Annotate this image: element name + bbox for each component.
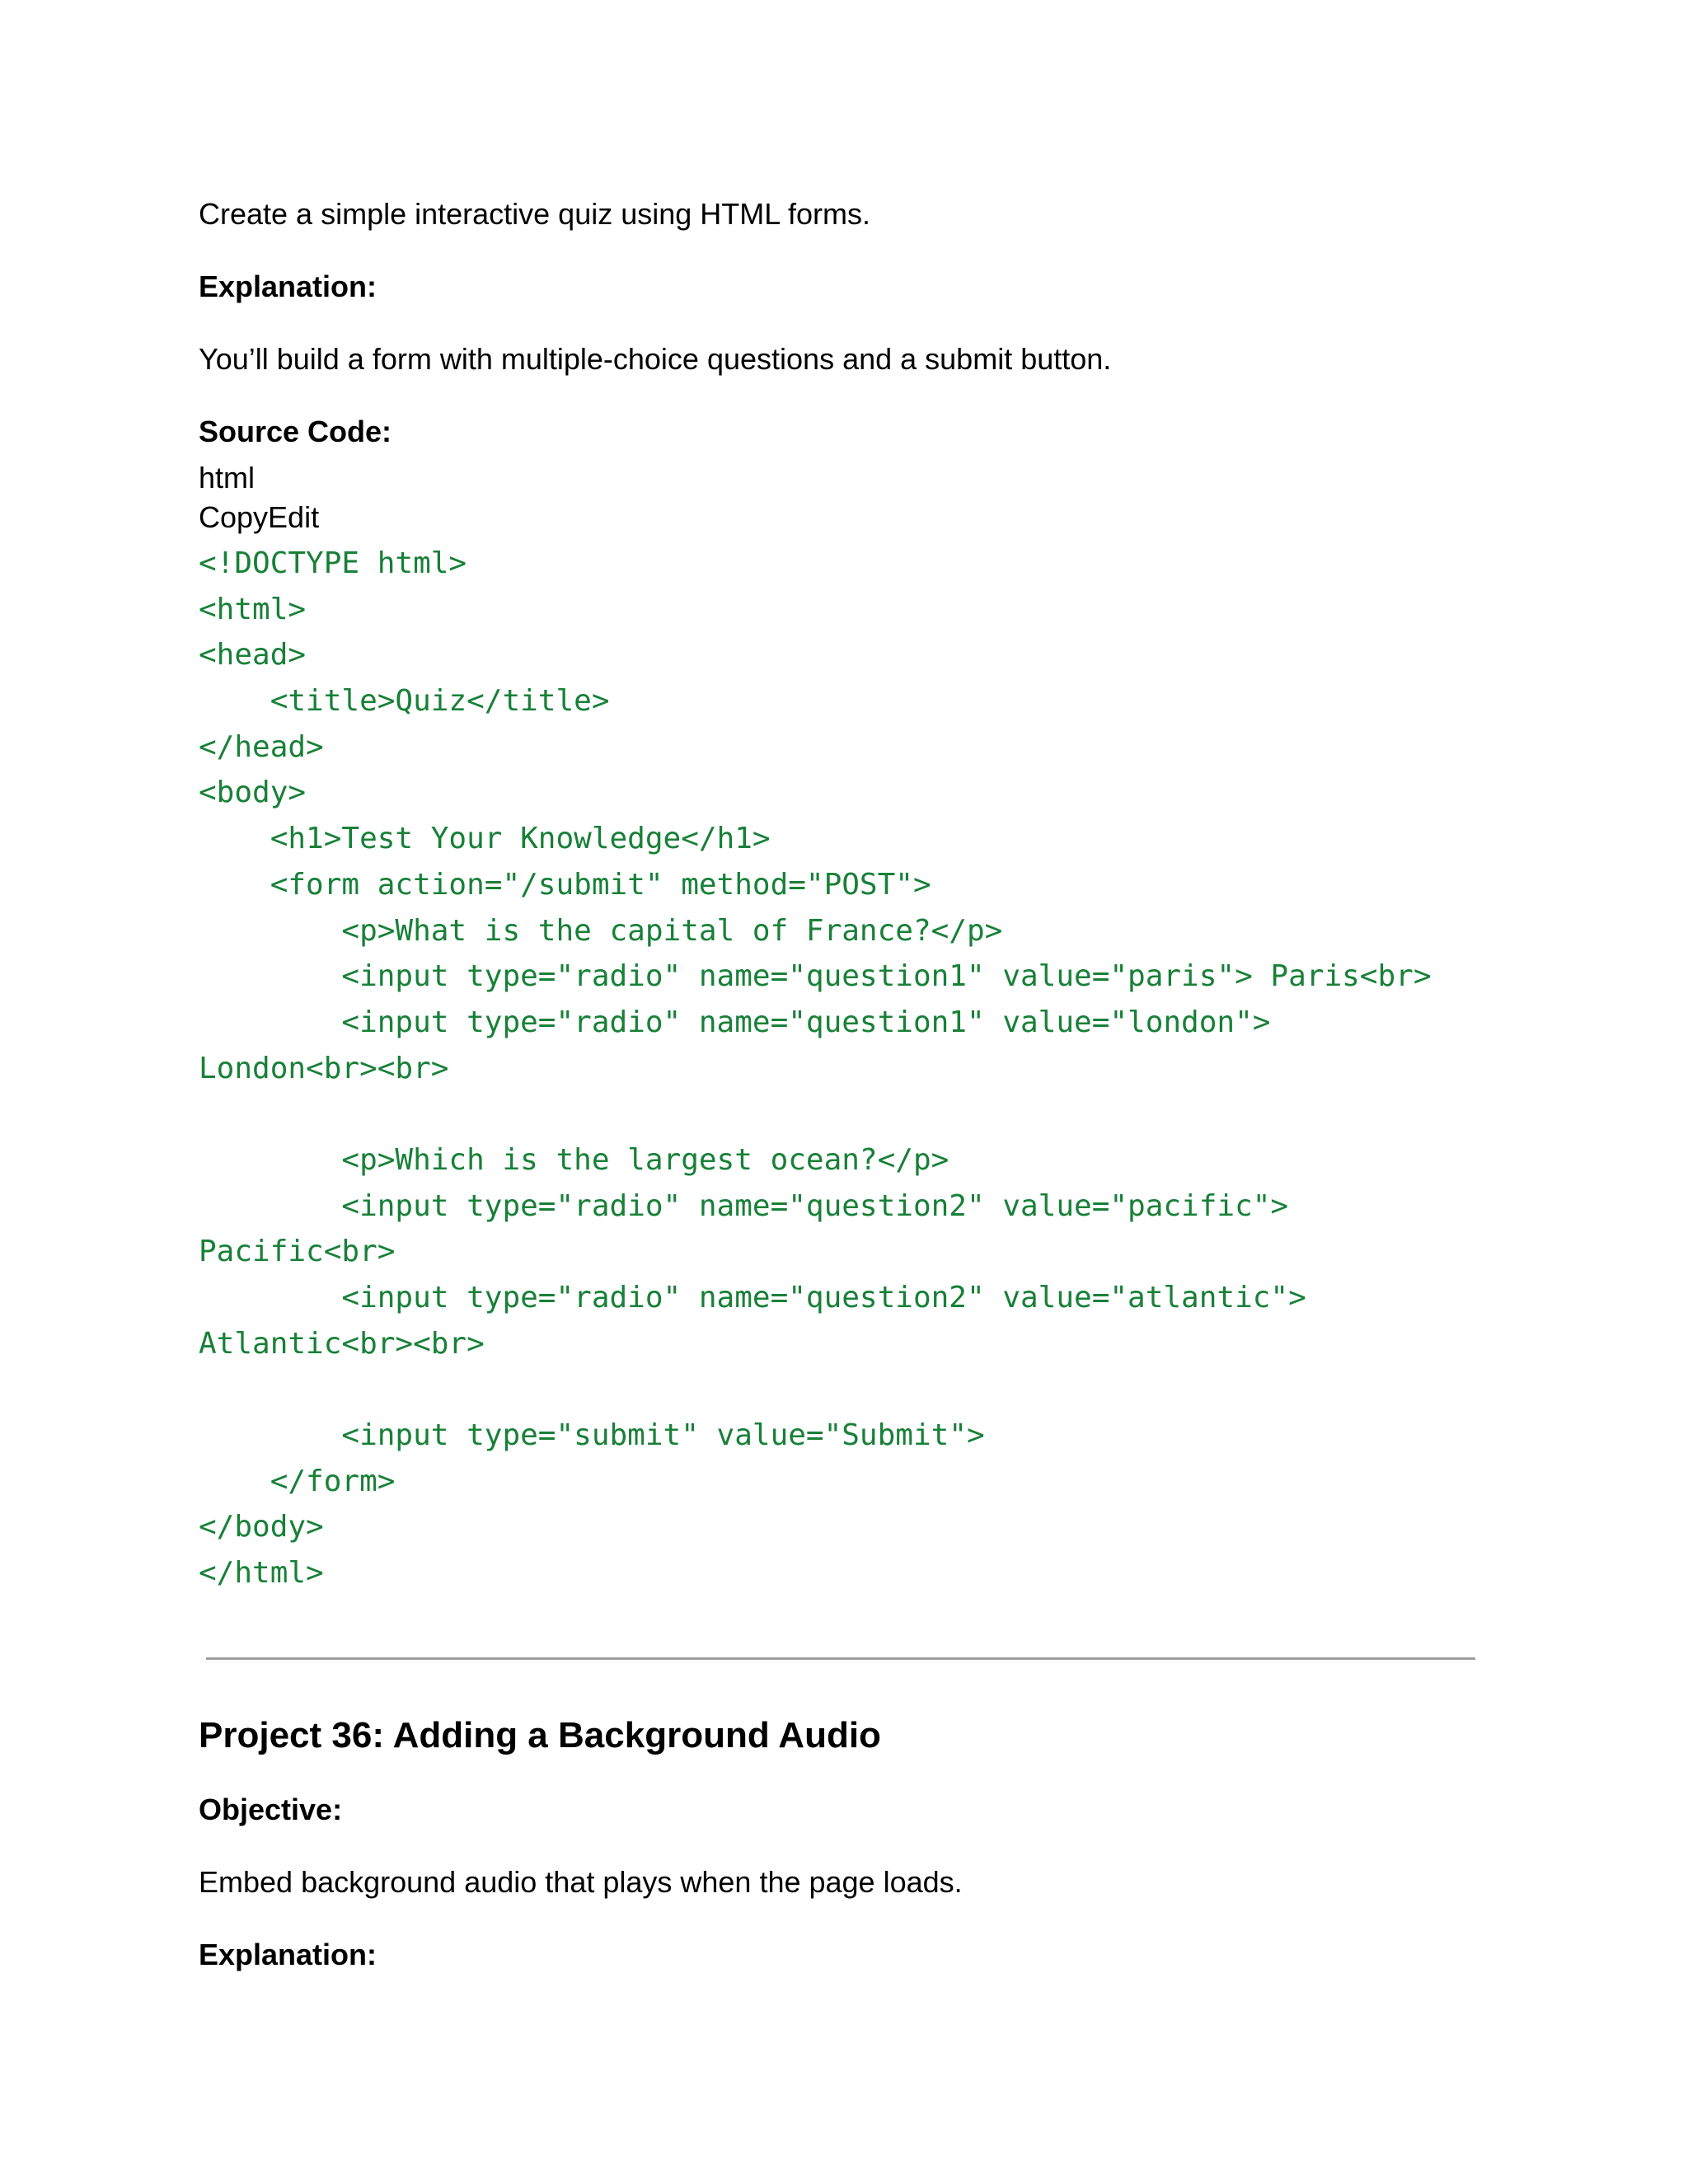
code-line: </head> [199,729,324,764]
code-line: <input type="radio" name="question2" value="pacific"> [199,1188,1289,1223]
objective-label: Objective: [199,1793,343,1826]
code-line: <p>What is the capital of France?</p> [199,913,1003,948]
code-line: <html> [199,592,307,626]
code-line: </form> [199,1464,396,1498]
code-language-label: html [199,461,256,494]
source-code-label: Source Code: [199,415,392,448]
code-line: Atlantic<br><br> [199,1326,485,1361]
code-line: <p>Which is the largest ocean?</p> [199,1142,950,1177]
code-line: <form action="/submit" method="POST"> [199,867,931,902]
code-block [199,541,1432,1596]
code-line: <h1>Test Your Knowledge</h1> [199,822,771,856]
explanation-label: Explanation: [199,269,377,303]
project-36-title: Project 36: Adding a Background Audio [199,1715,881,1755]
code-line: <title>Quiz</title> [199,684,610,719]
code-line: <input type="submit" value="Submit"> [199,1418,985,1453]
code-line: <head> [199,638,307,673]
code-line: <input type="radio" name="question1" value="london"> [199,1005,1271,1039]
explanation-text: You’ll build a form with multiple-choice questions and a submit button. [199,342,1112,376]
code-line: <body> [199,776,307,810]
code-line: Pacific<br> [199,1235,396,1269]
project-36-objective-text: Embed background audio that plays when the page loads. [199,1865,963,1899]
code-line: <!DOCTYPE html> [199,546,467,580]
code-line: <input type="radio" name="question1" value="paris"> Paris<br> [199,959,1432,994]
code-line-blank [199,1091,1432,1137]
code-line: <input type="radio" name="question2" value="atlantic"> [199,1281,1306,1315]
code-line: London<br><br> [199,1051,449,1085]
code-line-blank [199,1366,1432,1413]
quiz-objective-text: Create a simple interactive quiz using HTML forms. [199,197,870,231]
code-line: </body> [199,1510,324,1544]
project-36-explanation-label: Explanation: [199,1938,377,1971]
section-divider [206,1657,1475,1660]
copy-edit-button[interactable]: CopyEdit [199,500,320,534]
code-line: </html> [199,1556,324,1591]
